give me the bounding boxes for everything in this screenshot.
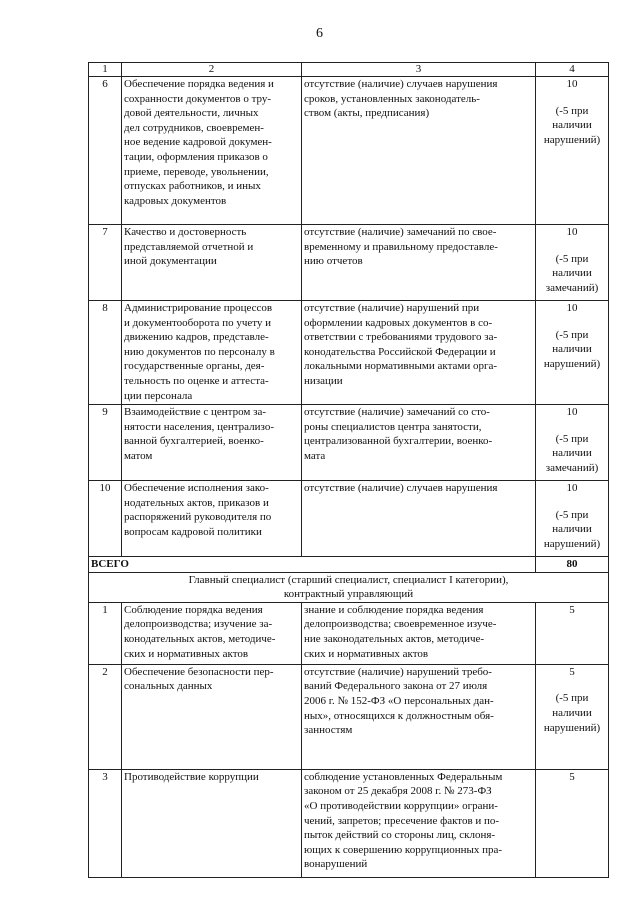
row-indicator <box>122 301 302 405</box>
criterion-text: отсутствие (наличие) замечаний по свое- временному и правильному предоставле- нию отчетов <box>304 226 498 268</box>
row-criterion <box>302 301 536 405</box>
table-row <box>89 301 609 405</box>
column-header: 3 <box>302 63 536 77</box>
points-value: 10 <box>566 226 578 238</box>
criterion-text: отсутствие (наличие) случаев нарушения <box>304 482 498 494</box>
criterion-text: отсутствие (наличие) случаев нарушения сроков, установленных законодатель- ством (акты, предписания) <box>304 78 498 120</box>
row-points <box>536 602 609 664</box>
row-number: 10 <box>89 481 122 557</box>
row-points <box>536 769 609 877</box>
row-indicator <box>122 602 302 664</box>
row-number: 7 <box>89 225 122 301</box>
table-row <box>89 664 609 769</box>
points-note: (-5 при наличии замечаний) <box>545 252 599 294</box>
table-row <box>89 225 609 301</box>
column-header: 4 <box>536 63 609 77</box>
points-value: 5 <box>569 665 575 678</box>
row-points <box>536 77 609 225</box>
row-number: 1 <box>89 602 122 664</box>
row-points <box>536 405 609 481</box>
row-criterion <box>302 664 536 769</box>
row-points <box>536 301 609 405</box>
row-indicator <box>122 77 302 225</box>
row-indicator <box>122 405 302 481</box>
row-criterion <box>302 769 536 877</box>
row-criterion <box>302 481 536 557</box>
column-header: 2 <box>122 63 302 77</box>
row-number: 8 <box>89 301 122 405</box>
points-note: (-5 при наличии нарушений) <box>543 104 601 146</box>
indicator-text: Администрирование процессов и документооборота по учету и движению кадров, представле- нию документов по персоналу в государственные органы, дея- тельность по оценке и аттеста- ции персонала <box>124 302 275 402</box>
points-value: 5 <box>569 770 575 783</box>
row-indicator <box>122 481 302 557</box>
total-row <box>89 557 609 573</box>
row-number: 3 <box>89 769 122 877</box>
row-criterion <box>302 602 536 664</box>
indicator-text: Обеспечение исполнения зако- нодательных актов, приказов и распоряжений руководителя по вопросам кадровой политики <box>124 482 272 538</box>
page-number: 6 <box>316 26 323 41</box>
indicator-text: Противодействие коррупции <box>124 770 259 783</box>
row-indicator <box>122 664 302 769</box>
section-heading-row <box>89 572 609 602</box>
row-indicator <box>122 769 302 877</box>
table-row <box>89 769 609 877</box>
criteria-table <box>88 62 609 878</box>
points-note: (-5 при наличии замечаний) <box>545 432 599 474</box>
table-row <box>89 602 609 664</box>
points-value: 10 <box>566 482 578 494</box>
row-criterion <box>302 77 536 225</box>
indicator-text: Соблюдение порядка ведения делопроизводства; изучение за- конодательных актов, методиче- ских и нормативных актов <box>124 603 276 660</box>
criterion-text: знание и соблюдение порядка ведения делопроизводства; своевременное изуче- ние законодательных актов, методиче- ских и нормативных актов <box>304 603 497 660</box>
points-note: (-5 при наличии нарушений) <box>543 328 601 370</box>
row-criterion <box>302 225 536 301</box>
table-row <box>89 481 609 557</box>
row-points <box>536 664 609 769</box>
table-row <box>89 77 609 225</box>
total-label: ВСЕГО <box>89 557 536 573</box>
row-points <box>536 481 609 557</box>
row-points <box>536 225 609 301</box>
criterion-text: соблюдение установленных Федеральным законом от 25 декабря 2008 г. № 273-ФЗ «О противодействии коррупции» ограни- чений, запретов; пресечение фактов и по- пыток действий со стороны лиц, склоня- ющих к совершению коррупционных пра- вонарушений <box>304 770 503 871</box>
section-title: Главный специалист (старший специалист, специалист I категории), контрактный управляющий <box>89 572 609 602</box>
indicator-text: Взаимодействие с центром за- нятости населения, централизо- ванной бухгалтерией, военко- матом <box>124 406 274 462</box>
indicator-text: Обеспечение безопасности пер- сональных данных <box>124 665 274 693</box>
points-note: (-5 при наличии нарушений) <box>543 692 601 734</box>
criterion-text: отсутствие (наличие) нарушений требо- ваний Федерального закона от 27 июля 2006 г. № 152-ФЗ «О персональных дан- ных», относящихся к должностным обя- занностям <box>304 665 494 737</box>
table-row <box>89 405 609 481</box>
total-value: 80 <box>536 557 609 573</box>
row-criterion <box>302 405 536 481</box>
indicator-text: Качество и достоверность представляемой отчетной и иной документации <box>124 226 254 268</box>
points-value: 10 <box>566 78 578 90</box>
points-note: (-5 при наличии нарушений) <box>543 508 601 550</box>
column-header: 1 <box>89 63 122 77</box>
indicator-text: Обеспечение порядка ведения и сохранности документов о тру- довой деятельности, личных дел сотрудников, своевремен- ное ведение кадровой докумен- тации, оформления приказов о приеме, переводе, увольнении, отпусках работников, и иных кадровых документов <box>124 78 274 207</box>
row-indicator <box>122 225 302 301</box>
row-number: 9 <box>89 405 122 481</box>
row-number: 6 <box>89 77 122 225</box>
criterion-text: отсутствие (наличие) замечаний со сто- роны специалистов центра занятости, централизованной бухгалтерии, военко- мата <box>304 406 493 462</box>
points-value: 10 <box>566 302 578 314</box>
criterion-text: отсутствие (наличие) нарушений при оформлении кадровых документов в со- ответствии с требованиями трудового за- конодательства Российской Федерации и локальными нормативными актами орга- низации <box>304 302 498 387</box>
table-header-row <box>89 63 609 77</box>
row-number: 2 <box>89 664 122 769</box>
points-value: 10 <box>566 406 578 418</box>
points-value: 5 <box>569 603 575 616</box>
